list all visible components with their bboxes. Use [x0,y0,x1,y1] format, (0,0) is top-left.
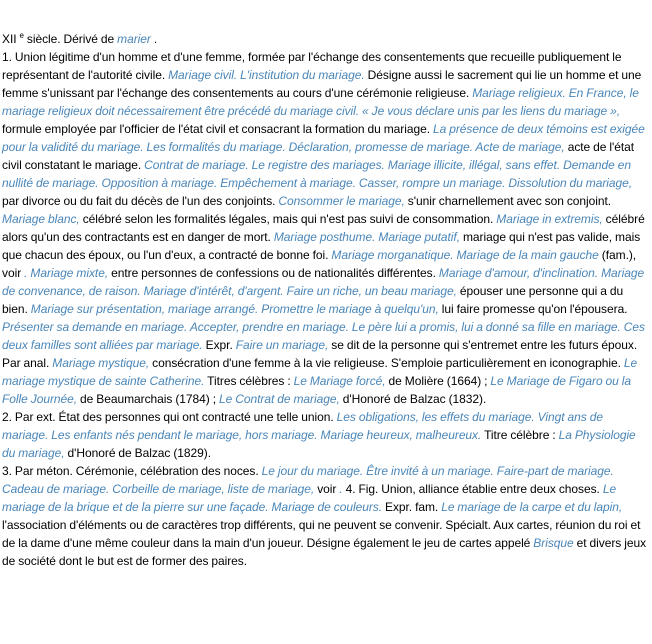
example-text: Faire un mariage, [235,338,329,352]
definition-text: d'Honoré de Balzac (1832). [339,392,487,406]
example-text: Mariage posthume. Mariage putatif, [273,230,460,244]
example-text: Consommer le mariage, [278,194,405,208]
example-text: Mariage mystique, [52,356,150,370]
dictionary-entry [2,30,648,570]
definition-text: de Beaumarchais (1784) ; [77,392,219,406]
definition-text: Titres célèbres : [204,374,294,388]
link-see-also-2[interactable]: . [339,482,343,496]
definition-text: l'association d'éléments ou de caractères trop différents, qui ne peuvent se convenir. Spécialt. Aux cartes, réunion du roi et de la dame d'une même couleur dans la main d'un joueur. Désigne également le jeu de cartes appelé [2,518,641,550]
example-text: Le Mariage forcé, [293,374,386,388]
example-text: La présence de deux témoins est exigée pour la validité du mariage. Les formalités du mariage. Déclaration, promesse de mariage. Acte de mariage, [2,122,645,154]
example-text: Le jour du mariage. Être invité à un mariage. Faire-part de mariage. Cadeau de mariage. Corbeille de mariage, liste de mariage, [2,464,614,496]
definition-text: d'Honoré de Balzac (1829). [64,446,212,460]
example-text: Mariage in extremis, [496,212,603,226]
example-text: Le mariage de la carpe et du lapin, [441,500,623,514]
sense-3-paragraph [2,462,648,570]
example-text: Mariage morganatique. Mariage de la main gauche [331,248,599,262]
definition-text: lui faire promesse qu'on l'épousera. [438,302,628,316]
definition-text: Expr. fam. [382,500,442,514]
example-text: Le mariage de la brique et de la pierre sur une façade. Mariage de couleurs. [2,482,617,514]
example-text: Présenter sa demande en mariage. Accepter, prendre en mariage. Le père lui a promis, lui a donné sa fille en mariage. Ces deux familles sont alliées par mariage. [2,320,645,352]
definition-text: voir [314,482,340,496]
definition-text: Désigne aussi le sacrement qui lie un homme et une femme s'unissant par l'échange des consentements au cours d'une cérémonie religieuse. [2,68,642,100]
example-text: Mariage d'amour, d'inclination. Mariage de convenance, de raison. Mariage d'intérêt, d'argent. Faire un riche, un beau mariage, [2,266,645,298]
century-superscript: e [19,31,24,40]
definition-text: mariage qui n'est pas valide, mais que chacun des époux, ou l'un d'eux, a contracté de bonne foi. [2,230,641,262]
example-text: Les obligations, les effets du mariage. Vingt ans de mariage. Les enfants nés pendant le mariage, hors mariage. Mariage heureux, malheureux. [2,410,603,442]
definition-text: 2. Par ext. État des personnes qui ont contracté une telle union. [2,410,337,424]
example-text: Mariage mixte, [30,266,109,280]
definition-text: célébré alors qu'un des contractants est en danger de mort. [2,212,645,244]
definition-text: Expr. [202,338,236,352]
example-text: La Physiologie du mariage, [2,428,636,460]
definition-text: s'unir charnellement avec son conjoint. [404,194,612,208]
example-text: Le Contrat de mariage, [219,392,340,406]
definition-text: Titre célèbre : [481,428,559,442]
example-text: Mariage religieux. En France, le mariage religieux doit nécessairement être précédé du mariage civil. « Je vous déclare unis par les liens du mariage », [2,86,639,118]
definition-text: . [150,32,158,46]
definition-text: consécration d'une femme à la vie religieuse. S'emploie particulièrement en iconographie. [149,356,624,370]
example-text: Mariage civil. L'institution du mariage. [168,68,365,82]
example-text: Le mariage mystique de sainte Catherine. [2,356,638,388]
sense-1-paragraph [2,48,648,408]
definition-text: de Molière (1664) ; [385,374,491,388]
example-text: Contrat de mariage. Le registre des mariages. Mariage illicite, illégal, sans effet. Demande en nullité de mariage. Opposition à mariage. Empêchement à mariage. Casser, rompre un mariage. Dissolution du mariage, [2,158,633,190]
etymology-paragraph [2,30,648,48]
definition-text: XII [2,32,20,46]
link-brisque[interactable]: Brisque [533,536,574,550]
definition-text: siècle. Dérivé de [23,32,118,46]
definition-text: 3. Par méton. Cérémonie, célébration des noces. [2,464,262,478]
definition-text: 4. Fig. Union, alliance établie entre deux choses. [342,482,603,496]
definition-text: célébré selon les formalités légales, mais qui n'est pas suivi de consommation. [79,212,497,226]
definition-text: acte de l'état civil constatant le mariage. [2,140,635,172]
definition-text: entre personnes de confessions ou de nationalités différentes. [108,266,439,280]
definition-text: (fam.), voir [2,248,637,280]
definition-text: formule employée par l'officier de l'état civil et consacrant la formation du mariage. [2,122,433,136]
sense-2-paragraph [2,408,648,462]
example-text: Mariage blanc, [2,212,80,226]
definition-text: par divorce ou du fait du décès de l'un des conjoints. [2,194,279,208]
example-text: Le Mariage de Figaro ou la Folle Journée, [2,374,632,406]
link-see-also-1[interactable]: . [24,266,28,280]
link-marier[interactable]: marier [117,32,151,46]
example-text: Mariage sur présentation, mariage arrangé. Promettre le mariage à quelqu'un, [30,302,439,316]
definition-text: se dit de la personne qui s'entremet entre les futurs époux. Par anal. [2,338,638,370]
definition-text: épouser une personne qui a du bien. [2,284,624,316]
definition-text: 1. Union légitime d'un homme et d'une femme, formée par l'échange des consentements que recueille publiquement le représentant de l'autorité civile. [2,50,622,82]
definition-text: et divers jeux de société dont le but est de former des paires. [2,536,647,568]
